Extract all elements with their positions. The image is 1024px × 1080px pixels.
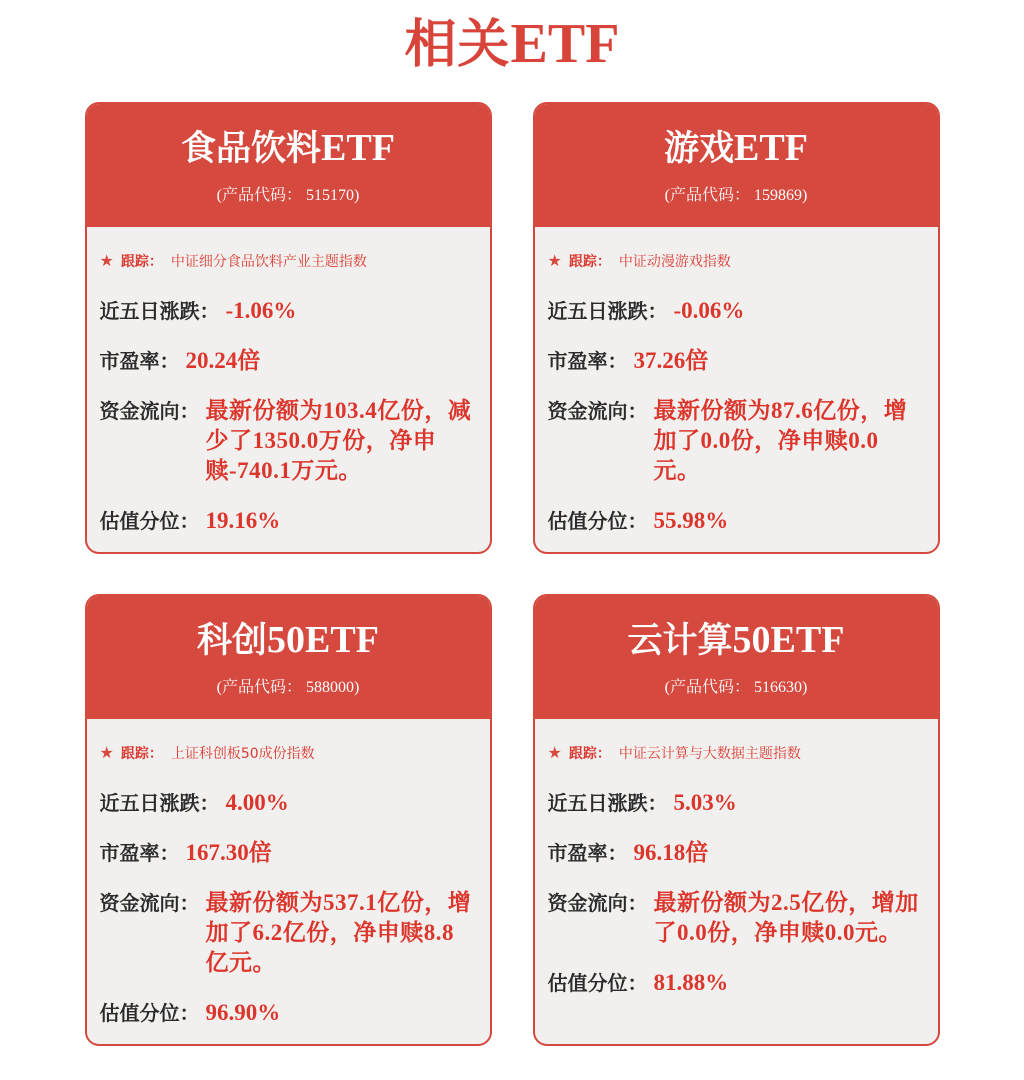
change5d-label: 近五日涨跌： xyxy=(99,791,220,816)
change5d-label: 近五日涨跌： xyxy=(99,299,220,324)
pe-value: 37.26倍 xyxy=(633,348,709,374)
fund-flow-label: 资金流向： xyxy=(547,399,648,424)
etf-name-suffix: 50ETF xyxy=(732,619,845,662)
fund-flow-label: 资金流向： xyxy=(99,399,200,424)
change5d-row xyxy=(100,296,474,326)
etf-card-header xyxy=(535,104,938,227)
track-label: 跟踪： xyxy=(120,254,163,271)
pe-label: 市盈率： xyxy=(547,349,628,374)
page-title-cn: 相关 xyxy=(404,15,511,75)
fund-flow-value: 最新份额为537.1亿份，增加了6.2亿份，净申赎8.8亿元。 xyxy=(205,890,472,976)
etf-product-code: (产品代码： 516630) xyxy=(664,679,808,697)
change5d-value: 4.00% xyxy=(225,790,289,816)
etf-card-header xyxy=(535,596,938,719)
etf-name-suffix: ETF xyxy=(734,127,808,170)
tracking-index-row xyxy=(548,743,922,763)
pe-row xyxy=(548,838,922,868)
change5d-label: 近五日涨跌： xyxy=(547,791,668,816)
valuation-value: 96.90% xyxy=(205,1000,281,1026)
fund-flow-value: 最新份额为87.6亿份，增加了0.0份，净申赎0.0元。 xyxy=(653,398,908,484)
pe-label: 市盈率： xyxy=(99,841,180,866)
page-title-en: ETF xyxy=(510,13,620,75)
valuation-value: 19.16% xyxy=(205,508,281,534)
etf-product-code: (产品代码： 159869) xyxy=(664,187,808,205)
fund-flow-label: 资金流向： xyxy=(99,891,200,916)
change5d-label: 近五日涨跌： xyxy=(547,299,668,324)
etf-card-game xyxy=(533,102,940,554)
etf-name-cn: 云计算 xyxy=(627,621,733,662)
pe-value: 20.24倍 xyxy=(185,348,261,374)
etf-product-code: (产品代码： 515170) xyxy=(216,187,360,205)
etf-card-food-beverage xyxy=(85,102,492,554)
tracking-index-name: 中证细分食品饮料产业主题指数 xyxy=(170,254,367,271)
etf-card-grid xyxy=(0,102,1024,1046)
fund-flow-row xyxy=(100,396,474,486)
fund-flow-row xyxy=(100,888,474,978)
fund-flow-row xyxy=(548,888,922,948)
etf-card-body xyxy=(87,719,490,1046)
etf-card-body xyxy=(535,227,938,554)
change5d-row xyxy=(548,788,922,818)
fund-flow-value: 最新份额为2.5亿份，增加了0.0份，净申赎0.0元。 xyxy=(653,890,919,946)
valuation-row xyxy=(100,506,474,536)
pe-row xyxy=(548,346,922,376)
etf-name-cn: 游戏 xyxy=(664,129,735,170)
etf-name xyxy=(87,128,490,170)
etf-name xyxy=(535,128,938,170)
pe-label: 市盈率： xyxy=(99,349,180,374)
etf-card-cloud50 xyxy=(533,594,940,1046)
track-label: 跟踪： xyxy=(120,746,163,763)
etf-product-code: (产品代码： 588000) xyxy=(216,679,360,697)
track-label: 跟踪： xyxy=(568,254,611,271)
change5d-value: -1.06% xyxy=(225,298,297,324)
pe-label: 市盈率： xyxy=(547,841,628,866)
pe-row xyxy=(100,838,474,868)
star-icon: ★ xyxy=(99,251,114,271)
valuation-row xyxy=(100,998,474,1028)
etf-name-suffix: ETF xyxy=(321,127,395,170)
valuation-label: 估值分位： xyxy=(99,1001,200,1026)
valuation-label: 估值分位： xyxy=(547,509,648,534)
tracking-index-row xyxy=(548,251,922,271)
etf-card-header xyxy=(87,104,490,227)
tracking-index-name: 上证科创板50成份指数 xyxy=(170,746,315,763)
valuation-label: 估值分位： xyxy=(547,971,648,996)
tracking-index-name: 中证动漫游戏指数 xyxy=(618,254,731,271)
change5d-value: -0.06% xyxy=(673,298,745,324)
fund-flow-value: 最新份额为103.4亿份，减少了1350.0万份，净申赎-740.1万元。 xyxy=(205,398,472,484)
change5d-value: 5.03% xyxy=(673,790,737,816)
pe-row xyxy=(100,346,474,376)
tracking-index-row xyxy=(100,251,474,271)
etf-name-suffix: 50ETF xyxy=(267,619,379,662)
change5d-row xyxy=(548,296,922,326)
etf-name-cn: 科创 xyxy=(197,621,268,662)
etf-card-body xyxy=(87,227,490,554)
page-title xyxy=(0,12,1024,76)
valuation-value: 81.88% xyxy=(653,970,729,996)
etf-card-header xyxy=(87,596,490,719)
etf-name xyxy=(87,620,490,662)
track-label: 跟踪： xyxy=(568,746,611,763)
tracking-index-name: 中证云计算与大数据主题指数 xyxy=(618,746,801,763)
valuation-label: 估值分位： xyxy=(99,509,200,534)
change5d-row xyxy=(100,788,474,818)
valuation-row xyxy=(548,968,922,998)
star-icon: ★ xyxy=(99,743,114,763)
valuation-row xyxy=(548,506,922,536)
etf-name xyxy=(535,620,938,662)
etf-card-star50 xyxy=(85,594,492,1046)
star-icon: ★ xyxy=(547,251,562,271)
fund-flow-row xyxy=(548,396,922,486)
valuation-value: 55.98% xyxy=(653,508,729,534)
etf-name-cn: 食品饮料 xyxy=(181,129,322,170)
etf-card-body xyxy=(535,719,938,1044)
fund-flow-label: 资金流向： xyxy=(547,891,648,916)
tracking-index-row xyxy=(100,743,474,763)
star-icon: ★ xyxy=(547,743,562,763)
pe-value: 167.30倍 xyxy=(185,840,272,866)
pe-value: 96.18倍 xyxy=(633,840,709,866)
